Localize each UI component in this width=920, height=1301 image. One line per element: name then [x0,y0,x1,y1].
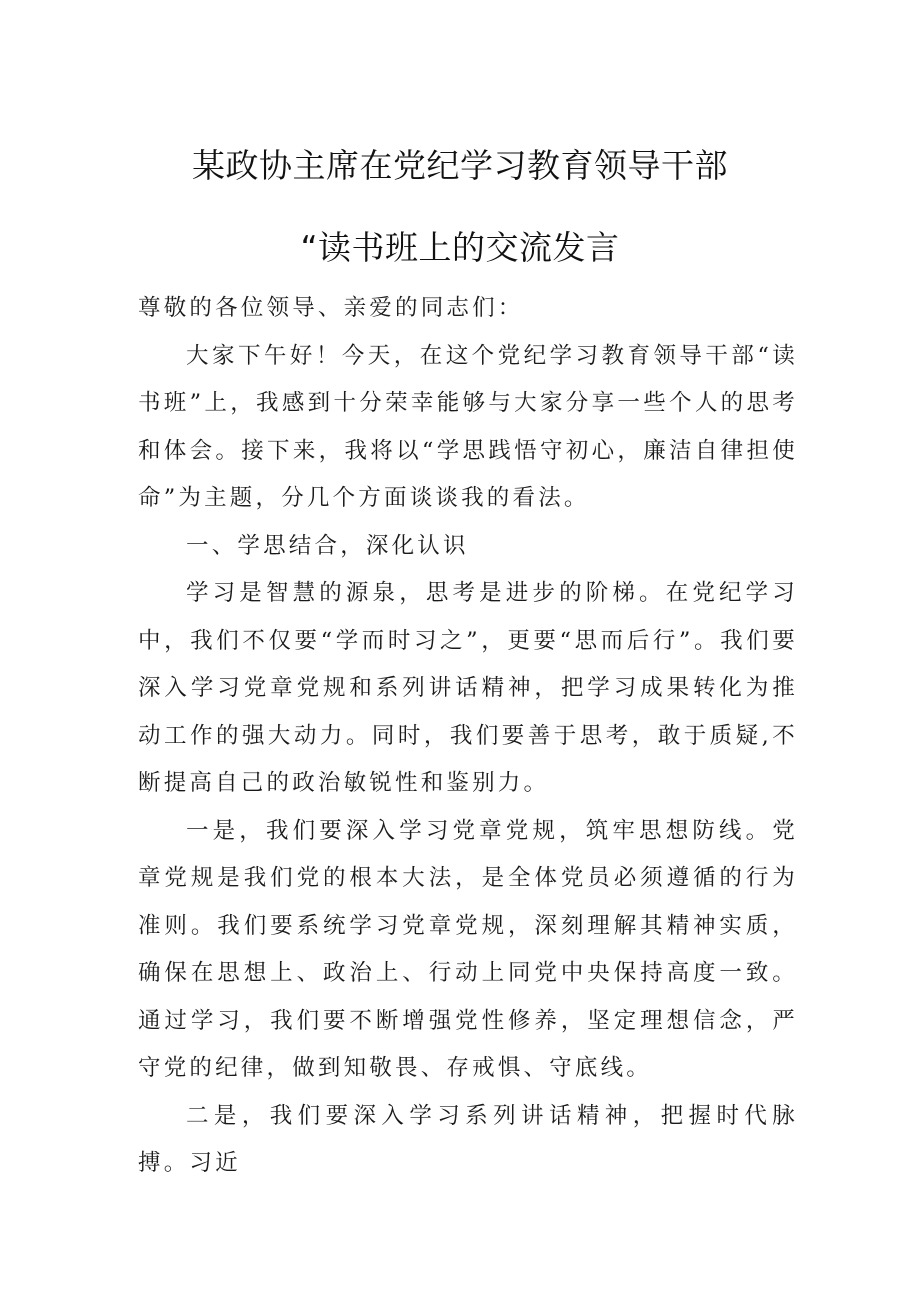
greeting: 尊敬的各位领导、亲爱的同志们： [138,295,524,321]
document-title-line-2: “读书班上的交流发言 [300,228,620,267]
document-body [138,285,798,1188]
document-title-line-1: 某政协主席在党纪学习教育领导干部 [192,146,728,185]
paragraph-point-two: 二是，我们要深入学习系列讲话精神，把握时代脉搏。习近 [138,1102,798,1176]
paragraph-opening: 大家下午好！今天，在这个党纪学习教育领导干部“读书班”上，我感到十分荣幸能够与大家分享一些个人的思考和体会。接下来，我将以“学思践悟守初心，廉洁自律担使命”为主题，分几个方面谈谈我的看法。 [138,342,798,511]
paragraph-point-one: 一是，我们要深入学习党章党规，筑牢思想防线。党章党规是我们党的根本大法，是全体党员必须遵循的行为准则。我们要系统学习党章党规，深刻理解其精神实质，确保在思想上、政治上、行动上同党中央保持高度一致。通过学习，我们要不断增强党性修养，坚定理想信念，严守党的纪律，做到知敬畏、存戒惧、守底线。 [138,817,798,1081]
section-heading-1: 一、学思结合，深化认识 [186,532,469,559]
paragraph-study: 学习是智慧的源泉，思考是进步的阶梯。在党纪学习中，我们不仅要“学而时习之”，更要“思而后行”。我们要深入学习党章党规和系列讲话精神，把学习成果转化为推动工作的强大动力。同时，我们要善于思考，敢于质疑,不断提高自己的政治敏锐性和鉴别力。 [138,580,798,796]
